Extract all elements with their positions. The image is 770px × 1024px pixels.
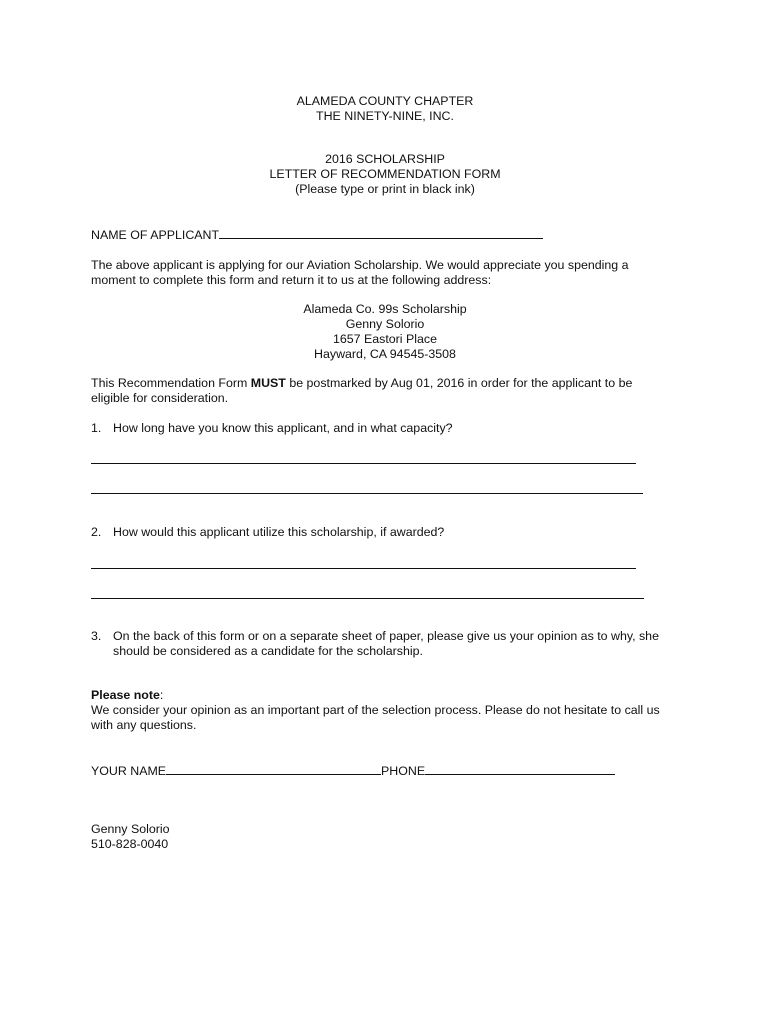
- question-1-number: 1.: [91, 421, 102, 435]
- address-line-4: Hayward, CA 94545-3508: [314, 347, 456, 361]
- deadline-line-2: eligible for consideration.: [91, 391, 229, 405]
- form-title: LETTER OF RECOMMENDATION FORM: [269, 167, 501, 181]
- deadline-line-1: [91, 376, 632, 391]
- signature-row: [91, 763, 615, 779]
- phone-label: PHONE: [381, 764, 426, 778]
- deadline-suffix: be postmarked by Aug 01, 2016 in order for the applicant to be: [285, 376, 633, 390]
- org-name: ALAMEDA COUNTY CHAPTER: [296, 94, 474, 108]
- form-instruction: (Please type or print in black ink): [295, 182, 475, 196]
- org-subtitle: THE NINETY-NINE, INC.: [316, 109, 454, 123]
- intro-line-1: The above applicant is applying for our Aviation Scholarship. We would appreciate you spending a: [91, 258, 629, 272]
- your-name-field[interactable]: [166, 763, 381, 775]
- question-1-text: How long have you know this applicant, and in what capacity?: [113, 421, 453, 435]
- deadline-emphasis: MUST: [250, 376, 286, 390]
- address-line-1: Alameda Co. 99s Scholarship: [303, 302, 467, 316]
- phone-field[interactable]: [425, 763, 615, 775]
- intro-line-2: moment to complete this form and return it to us at the following address:: [91, 273, 492, 287]
- contact-name: Genny Solorio: [91, 822, 170, 836]
- contact-phone: 510-828-0040: [91, 837, 169, 851]
- question-2-number: 2.: [91, 525, 102, 539]
- applicant-name-field[interactable]: [219, 227, 543, 239]
- your-name-label: YOUR NAME: [91, 764, 167, 778]
- address-line-3: 1657 Eastori Place: [332, 332, 437, 346]
- question-2-answer-line-1[interactable]: [91, 568, 636, 569]
- note-line-2: with any questions.: [91, 718, 197, 732]
- deadline-prefix: This Recommendation Form: [91, 376, 251, 390]
- question-2-answer-line-2[interactable]: [91, 598, 644, 599]
- applicant-name-label: NAME OF APPLICANT: [91, 228, 220, 242]
- form-year-title: 2016 SCHOLARSHIP: [325, 152, 445, 166]
- note-colon: :: [159, 688, 164, 702]
- note-line-1: We consider your opinion as an important part of the selection process. Please do not hesitate to call us: [91, 703, 660, 717]
- question-3-text-line-2: should be considered as a candidate for the scholarship.: [113, 644, 423, 658]
- question-1-answer-line-1[interactable]: [91, 463, 636, 464]
- applicant-name-row: [91, 227, 543, 243]
- note-heading: [91, 688, 163, 703]
- question-3-text-line-1: On the back of this form or on a separate sheet of paper, please give us your opinion as to why, she: [113, 629, 659, 643]
- question-1-answer-line-2[interactable]: [91, 493, 643, 494]
- question-2-text: How would this applicant utilize this scholarship, if awarded?: [113, 525, 445, 539]
- address-line-2: Genny Solorio: [345, 317, 425, 331]
- question-3-number: 3.: [91, 629, 102, 643]
- note-label: Please note: [91, 688, 160, 702]
